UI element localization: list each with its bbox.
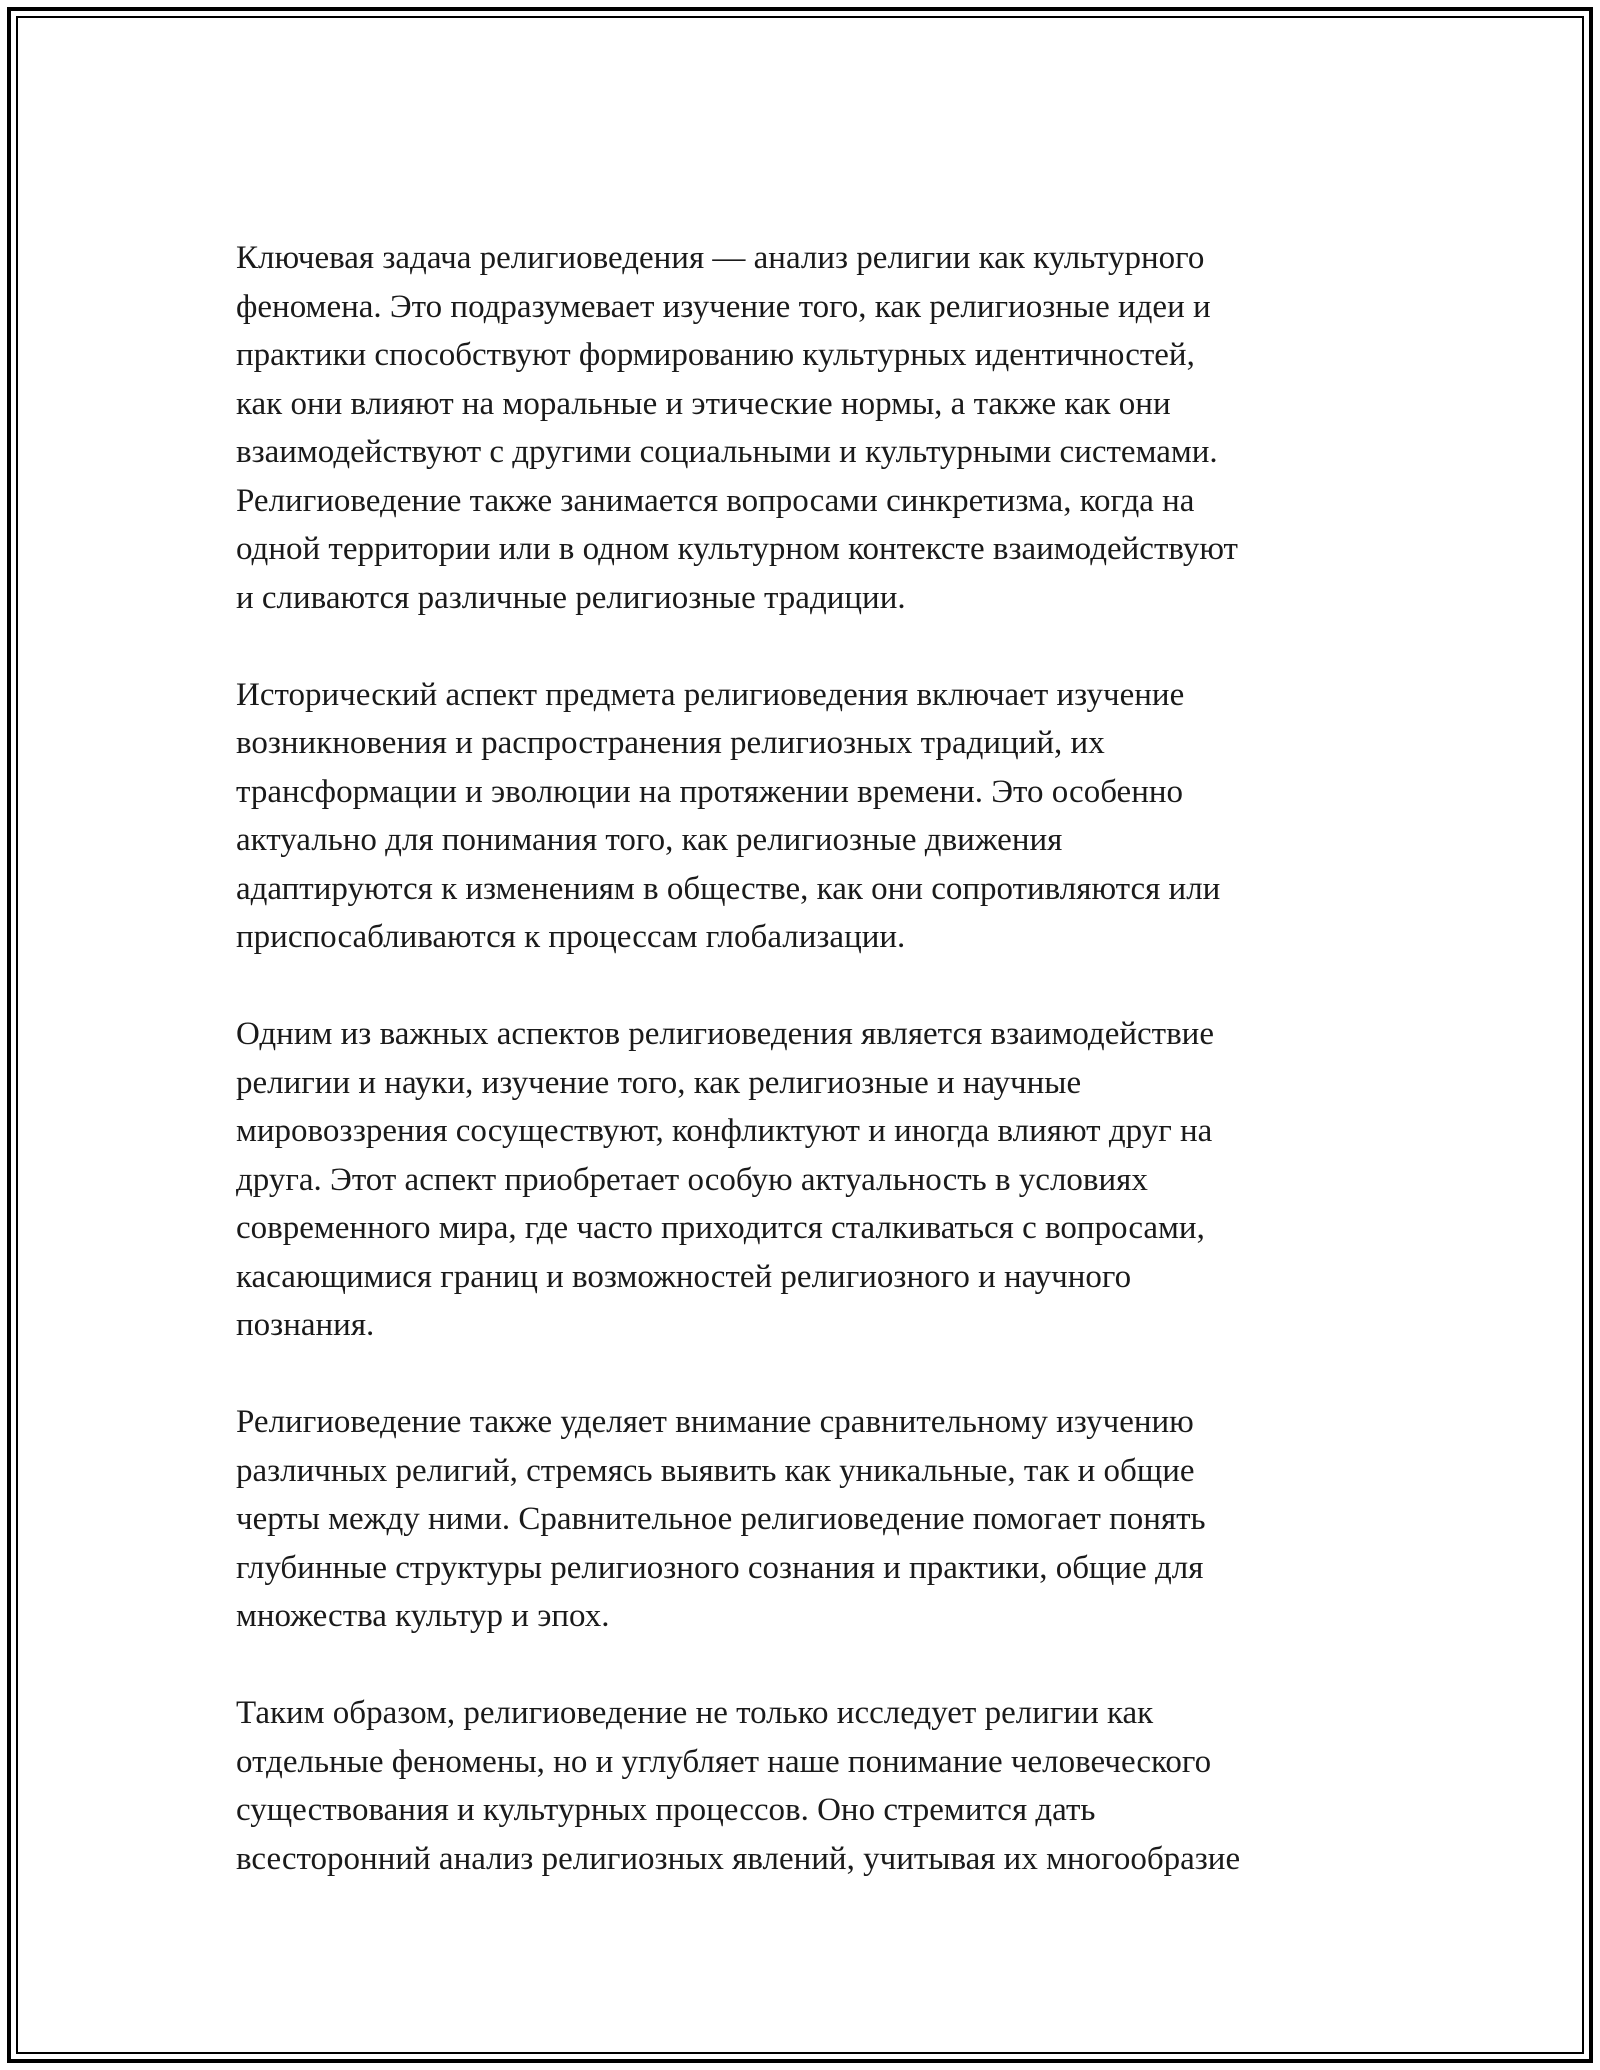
paragraph: Исторический аспект предмета религиоведения включает изучение возникновения и распространения религиозных традиций, их трансформации и эволюции на протяжении времени. Это особенно актуально для понимания того, как религиозные движения адаптируются к изменениям в обществе, как они сопротивляются или приспосабливаются к процессам глобализации.	[236, 676, 1221, 955]
paragraph: Таким образом, религиоведение не только исследует религии как отдельные феномены, но и углубляет наше понимание человеческого существования и культурных процессов. Оно стремится дать всесторонний анализ религиозных явлений, учитывая их многообразие	[236, 1695, 1241, 1877]
paragraph: Ключевая задача религиоведения — анализ религии как культурного феномена. Это подразумевает изучение того, как религиозные идеи и практики способствуют формированию культурных идентичностей, как они влияют на моральные и этические нормы, а также как они взаимодействуют с другими социальными и культурными системами. Религиоведение также занимается вопросами синкретизма, когда на одной территории или в одном культурном контексте взаимодействуют и сливаются различные религиозные традиции.	[236, 240, 1238, 616]
paragraph: Одним из важных аспектов религиоведения является взаимодействие религии и науки, изучение того, как религиозные и научные мировоззрения сосуществуют, конфликтуют и иногда влияют друг на друга. Этот аспект приобретает особую актуальность в условиях современного мира, где часто приходится сталкиваться с вопросами, касающимися границ и возможностей религиозного и научного познания.	[236, 1016, 1214, 1343]
paragraph: Религиоведение также уделяет внимание сравнительному изучению различных религий, стремясь выявить как уникальные, так и общие черты между ними. Сравнительное религиоведение помогает понять глубинные структуры религиозного сознания и практики, общие для множества культур и эпох.	[236, 1404, 1206, 1634]
document-body	[236, 234, 1386, 1932]
